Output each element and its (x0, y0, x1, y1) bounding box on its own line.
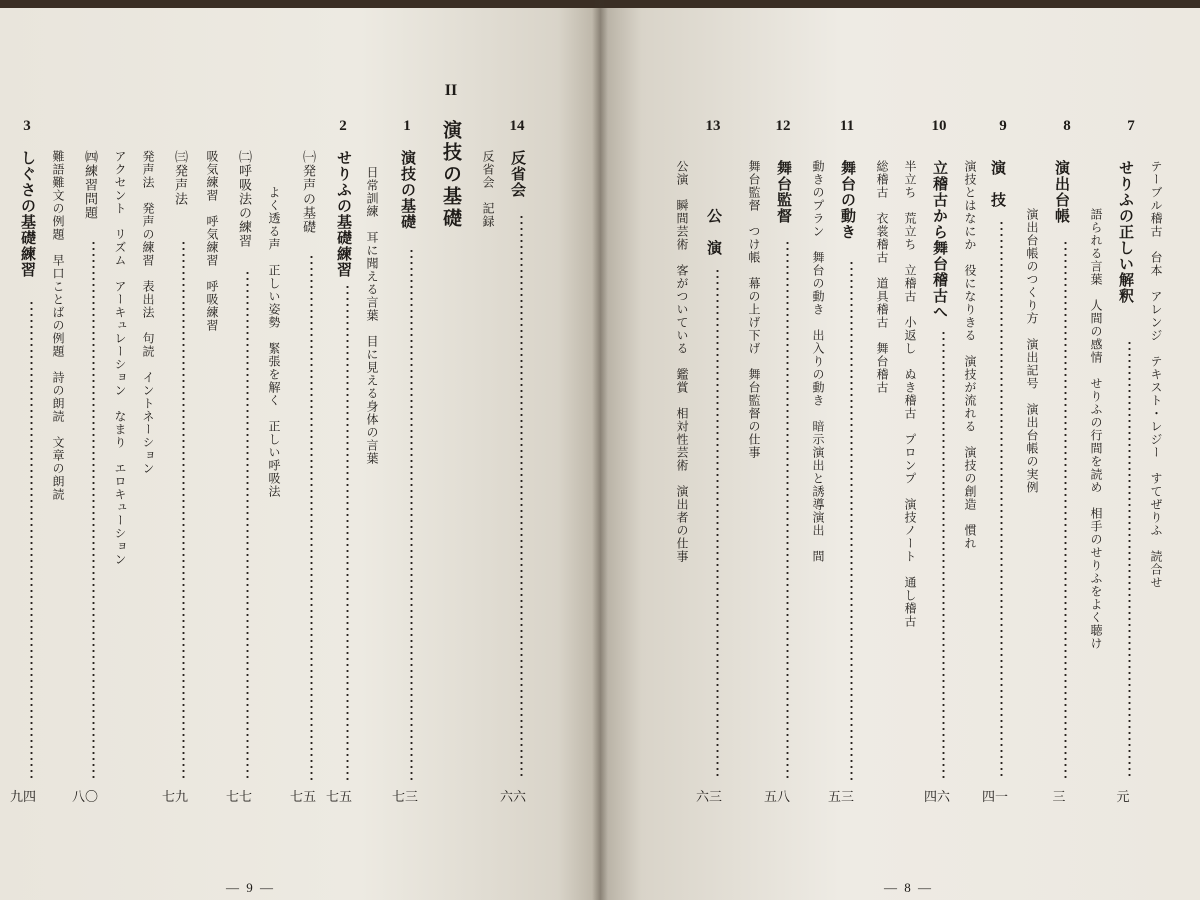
toc-heading: しぐさの基礎練習 (19, 150, 37, 278)
chapter-number: 7 (1127, 118, 1135, 134)
toc-heading: 立稽古から舞台稽古へ (931, 160, 949, 320)
part-number: II (444, 82, 458, 99)
toc-subtopics: 語られる言葉 人間の感情 せりふの行間を読め 相手のせりふをよく聴け (1089, 208, 1103, 650)
toc-subheading: ㈠発声の基礎 (300, 150, 315, 234)
page-number: 六六 (500, 790, 527, 805)
leader-dots (182, 240, 185, 780)
chapter-number: 1 (403, 118, 411, 134)
toc-subtopics: 発声法 発声の練習 表出法 句読 イントネーション (141, 150, 155, 475)
leader-dots (850, 260, 853, 780)
toc-subtopics: アクセント リズム アーキュレーション なまり エロキューション (113, 150, 127, 566)
page-number: 元 (1116, 790, 1130, 805)
toc-subheading: ㈣練習問題 (82, 150, 97, 220)
toc-subheading: ㈡呼吸法の練習 (236, 150, 251, 248)
page-number: 四六 (924, 790, 951, 805)
leader-dots (520, 214, 523, 780)
toc-subtopics: 総稽古 衣裳稽古 道具稽古 舞台稽古 (875, 160, 889, 394)
left-page (0, 8, 600, 900)
leader-dots (410, 248, 413, 780)
page-number: 九四 (10, 790, 37, 805)
page-number: 四一 (982, 790, 1009, 805)
chapter-number: 14 (509, 118, 525, 134)
toc-subtopics: 半立ち 荒立ち 立稽古 小返し ぬき稽古 プロンプ 演技ノート 通し稽古 (903, 160, 917, 628)
page-number: 七七 (226, 790, 253, 805)
toc-subtopics: 吸気練習 呼気練習 呼吸練習 (205, 150, 219, 332)
page-number: 七五 (326, 790, 353, 805)
toc-subtopics: 演技とはなにか 役になりきる 演技が流れる 演技の創造 慣れ (963, 160, 977, 550)
toc-subtopics: 日常訓練 耳に聞える言葉 目に見える身体の言葉 (365, 166, 379, 465)
toc-subtopics: よく透る声 正しい姿勢 緊張を解く 正しい呼吸法 (267, 186, 281, 498)
toc-subtopics: 難語難文の例題 早口ことばの例題 詩の朗読 文章の朗読 (51, 150, 65, 501)
toc-subtopics: 反省会 記録 (481, 150, 495, 228)
folio-left: — 9 — (226, 880, 275, 895)
page-number: 七五 (290, 790, 317, 805)
page-number: 七九 (162, 790, 189, 805)
chapter-number: 10 (931, 118, 947, 134)
leader-dots (716, 268, 719, 780)
toc-heading: 演 技 (989, 160, 1007, 208)
leader-dots (1000, 220, 1003, 780)
leader-dots (92, 240, 95, 780)
toc-heading: 舞台の動き (839, 160, 857, 240)
toc-heading: せりふの正しい解釈 (1117, 160, 1135, 304)
toc-heading: 反省会 (509, 150, 527, 198)
toc-heading: 舞台監督 (775, 160, 793, 224)
page-number: 五八 (764, 790, 791, 805)
page-number: 五三 (828, 790, 855, 805)
leader-dots (30, 300, 33, 780)
chapter-number: 8 (1063, 118, 1071, 134)
chapter-number: 9 (999, 118, 1007, 134)
leader-dots (246, 270, 249, 780)
toc-subheading: ㈢発声法 (172, 150, 187, 206)
toc-heading: 公 演 (705, 208, 723, 256)
part-title: 演技の基礎 (440, 120, 462, 230)
page-number: 八〇 (72, 790, 99, 805)
page-number: 六三 (696, 790, 723, 805)
toc-subtopics: 公演 瞬間芸術 客がついている 鑑賞 相対性芸術 演出者の仕事 (675, 160, 689, 563)
toc-subtopics: テーブル稽古 台本 アレンジ テキスト・レジー すてぜりふ 読合せ (1149, 160, 1163, 589)
toc-heading: せりふの基礎練習 (335, 150, 353, 278)
leader-dots (346, 284, 349, 780)
leader-dots (1128, 340, 1131, 780)
page-number: 七三 (392, 790, 419, 805)
toc-subtopics: 演出台帳のつくり方 演出記号 演出台帳の実例 (1025, 208, 1039, 494)
toc-heading: 演技の基礎 (399, 150, 417, 230)
leader-dots (1064, 240, 1067, 780)
chapter-number: 2 (339, 118, 347, 134)
toc-subtopics: 動きのプラン 舞台の動き 出入りの動き 暗示演出と誘導演出 間 (811, 160, 825, 563)
book-gutter (592, 0, 608, 900)
toc-heading: 演出台帳 (1053, 160, 1071, 224)
leader-dots (786, 240, 789, 780)
page-number: 三 (1052, 790, 1066, 805)
chapter-number: 11 (839, 118, 855, 134)
folio-right: — 8 — (884, 880, 933, 895)
chapter-number: 12 (775, 118, 791, 134)
leader-dots (310, 254, 313, 780)
toc-subtopics: 舞台監督 つけ帳 幕の上げ下げ 舞台監督の仕事 (747, 160, 761, 459)
chapter-number: 13 (705, 118, 721, 134)
leader-dots (942, 330, 945, 780)
chapter-number: 3 (23, 118, 31, 134)
